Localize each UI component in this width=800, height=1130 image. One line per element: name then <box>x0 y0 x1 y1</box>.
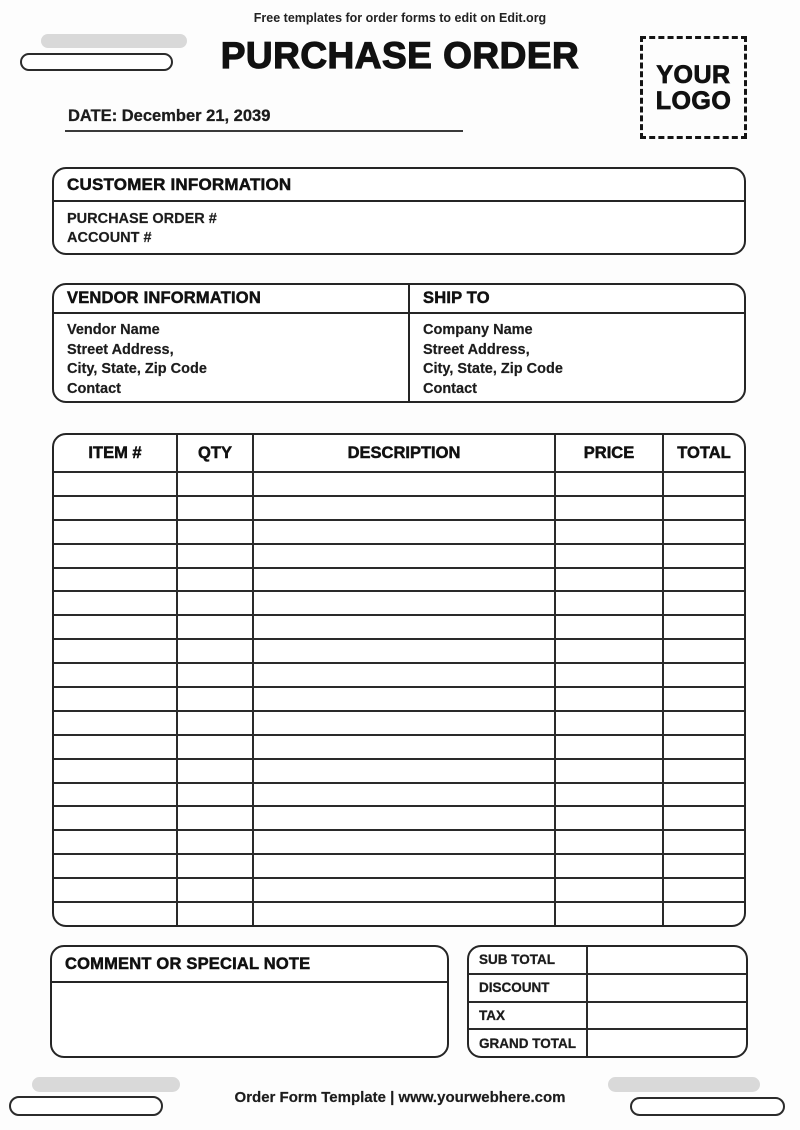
table-cell[interactable] <box>556 640 664 662</box>
table-cell[interactable] <box>54 473 178 495</box>
date-field[interactable]: DATE: December 21, 2039 <box>65 107 463 132</box>
vendor-info-title: VENDOR INFORMATION <box>54 285 408 314</box>
table-cell[interactable] <box>54 855 178 877</box>
table-cell[interactable] <box>54 879 178 901</box>
table-cell[interactable] <box>556 807 664 829</box>
table-cell[interactable] <box>556 784 664 806</box>
ship-street-field[interactable]: Street Address, <box>423 341 530 358</box>
vendor-ship-section <box>52 283 746 403</box>
table-cell[interactable] <box>178 497 254 519</box>
vendor-name-field[interactable]: Vendor Name <box>67 322 160 338</box>
table-cell[interactable] <box>54 640 178 662</box>
table-row <box>54 686 744 710</box>
discount-value-field[interactable] <box>588 975 746 1001</box>
table-cell[interactable] <box>556 760 664 782</box>
watermark-pill-bottom-left-gray <box>32 1077 180 1092</box>
table-cell[interactable] <box>54 664 178 686</box>
table-row <box>54 495 744 519</box>
table-cell[interactable] <box>178 855 254 877</box>
page-title: PURCHASE ORDER <box>220 35 580 76</box>
table-cell[interactable] <box>254 784 556 806</box>
table-cell[interactable] <box>54 592 178 614</box>
comment-input-area[interactable] <box>52 983 447 1058</box>
table-cell[interactable] <box>54 497 178 519</box>
table-row <box>54 543 744 567</box>
table-cell[interactable] <box>254 712 556 734</box>
table-cell[interactable] <box>254 807 556 829</box>
table-row <box>54 853 744 877</box>
table-cell[interactable] <box>254 855 556 877</box>
table-cell[interactable] <box>254 664 556 686</box>
table-row <box>54 734 744 758</box>
table-cell[interactable] <box>556 545 664 567</box>
table-cell[interactable] <box>254 903 556 925</box>
table-cell[interactable] <box>178 592 254 614</box>
logo-text-line2: LOGO <box>655 86 732 115</box>
items-table-header <box>54 435 744 473</box>
table-cell[interactable] <box>664 879 744 901</box>
table-row <box>54 590 744 614</box>
vendor-info-column <box>54 285 410 401</box>
watermark-pill-bottom-right-gray <box>608 1077 760 1092</box>
table-cell[interactable] <box>556 712 664 734</box>
table-row <box>54 473 744 495</box>
items-table-body <box>54 473 744 925</box>
table-cell[interactable] <box>556 569 664 591</box>
grand-total-value-field[interactable] <box>588 1030 746 1056</box>
table-cell[interactable] <box>178 736 254 758</box>
watermark-pill-bottom-right-outline <box>630 1097 785 1116</box>
comment-section <box>50 945 449 1058</box>
table-cell[interactable] <box>178 569 254 591</box>
table-cell[interactable] <box>664 831 744 853</box>
table-cell[interactable] <box>254 545 556 567</box>
table-cell[interactable] <box>664 473 744 495</box>
vendor-street-field[interactable]: Street Address, <box>67 341 174 358</box>
grand-total-label: GRAND TOTAL <box>469 1030 588 1056</box>
table-cell[interactable] <box>54 760 178 782</box>
tax-value-field[interactable] <box>588 1003 746 1029</box>
logo-placeholder[interactable] <box>640 36 747 139</box>
table-cell[interactable] <box>254 688 556 710</box>
table-cell[interactable] <box>556 831 664 853</box>
discount-row <box>469 973 746 1001</box>
column-header-qty: QTY <box>178 435 254 471</box>
table-cell[interactable] <box>54 903 178 925</box>
table-cell[interactable] <box>54 736 178 758</box>
table-row <box>54 805 744 829</box>
discount-label: DISCOUNT <box>469 975 588 1001</box>
customer-info-section <box>52 167 746 255</box>
table-cell[interactable] <box>178 545 254 567</box>
table-cell[interactable] <box>664 592 744 614</box>
table-cell[interactable] <box>178 688 254 710</box>
table-cell[interactable] <box>664 545 744 567</box>
table-row <box>54 877 744 901</box>
subtotal-label: SUB TOTAL <box>469 947 588 973</box>
table-cell[interactable] <box>178 640 254 662</box>
table-cell[interactable] <box>178 831 254 853</box>
table-row <box>54 567 744 591</box>
table-cell[interactable] <box>556 879 664 901</box>
table-cell[interactable] <box>664 855 744 877</box>
table-cell[interactable] <box>556 688 664 710</box>
vendor-city-field[interactable]: City, State, Zip Code <box>67 361 207 377</box>
table-row <box>54 614 744 638</box>
table-row <box>54 829 744 853</box>
table-cell[interactable] <box>664 784 744 806</box>
table-cell[interactable] <box>178 784 254 806</box>
table-row <box>54 782 744 806</box>
table-cell[interactable] <box>178 807 254 829</box>
subtotal-value-field[interactable] <box>588 947 746 973</box>
table-cell[interactable] <box>254 879 556 901</box>
table-cell[interactable] <box>556 903 664 925</box>
table-cell[interactable] <box>664 760 744 782</box>
table-cell[interactable] <box>556 855 664 877</box>
table-cell[interactable] <box>54 521 178 543</box>
customer-info-title: CUSTOMER INFORMATION <box>54 169 744 202</box>
table-cell[interactable] <box>254 497 556 519</box>
table-cell[interactable] <box>178 521 254 543</box>
table-row <box>54 662 744 686</box>
purchase-order-number-field[interactable]: PURCHASE ORDER # <box>67 211 217 227</box>
watermark-pill-bottom-left-outline <box>9 1096 163 1116</box>
ship-city-field[interactable]: City, State, Zip Code <box>423 361 563 377</box>
table-row <box>54 901 744 925</box>
table-cell[interactable] <box>556 592 664 614</box>
site-tagline: Free templates for order forms to edit on Edit.org <box>253 11 547 25</box>
table-cell[interactable] <box>54 712 178 734</box>
items-table <box>52 433 746 927</box>
table-cell[interactable] <box>54 616 178 638</box>
table-cell[interactable] <box>556 521 664 543</box>
table-cell[interactable] <box>178 760 254 782</box>
table-cell[interactable] <box>178 473 254 495</box>
table-cell[interactable] <box>664 712 744 734</box>
table-cell[interactable] <box>178 664 254 686</box>
table-cell[interactable] <box>664 688 744 710</box>
table-cell[interactable] <box>664 640 744 662</box>
totals-section <box>467 945 748 1058</box>
table-cell[interactable] <box>664 664 744 686</box>
grand-total-row <box>469 1028 746 1056</box>
table-cell[interactable] <box>54 569 178 591</box>
table-row <box>54 758 744 782</box>
table-cell[interactable] <box>254 521 556 543</box>
table-cell[interactable] <box>254 616 556 638</box>
table-cell[interactable] <box>178 879 254 901</box>
table-cell[interactable] <box>664 736 744 758</box>
table-cell[interactable] <box>254 736 556 758</box>
table-cell[interactable] <box>664 569 744 591</box>
column-header-item-number: ITEM # <box>54 435 178 471</box>
table-cell[interactable] <box>254 473 556 495</box>
table-cell[interactable] <box>254 760 556 782</box>
table-row <box>54 710 744 734</box>
vendor-contact-field[interactable]: Contact <box>67 380 121 397</box>
subtotal-row <box>469 947 746 973</box>
table-cell[interactable] <box>54 831 178 853</box>
table-cell[interactable] <box>54 807 178 829</box>
ship-to-column <box>410 285 744 401</box>
table-cell[interactable] <box>664 497 744 519</box>
table-cell[interactable] <box>178 903 254 925</box>
ship-contact-field[interactable]: Contact <box>423 380 477 397</box>
table-cell[interactable] <box>178 712 254 734</box>
table-cell[interactable] <box>54 545 178 567</box>
table-row <box>54 638 744 662</box>
table-cell[interactable] <box>556 473 664 495</box>
account-number-field[interactable]: ACCOUNT # <box>67 230 152 246</box>
table-cell[interactable] <box>254 592 556 614</box>
column-header-description: DESCRIPTION <box>254 435 556 471</box>
table-cell[interactable] <box>178 616 254 638</box>
column-header-total: TOTAL <box>677 443 731 462</box>
table-cell[interactable] <box>54 688 178 710</box>
table-cell[interactable] <box>664 807 744 829</box>
footer-credit: Order Form Template | www.yourwebhere.com <box>234 1089 566 1106</box>
table-cell[interactable] <box>556 736 664 758</box>
table-row <box>54 519 744 543</box>
table-cell[interactable] <box>54 784 178 806</box>
table-cell[interactable] <box>254 640 556 662</box>
table-cell[interactable] <box>254 831 556 853</box>
table-cell[interactable] <box>664 903 744 925</box>
logo-text-line1: YOUR <box>656 60 731 89</box>
comment-title: COMMENT OR SPECIAL NOTE <box>52 947 447 983</box>
column-header-price: PRICE <box>556 435 664 471</box>
table-cell[interactable] <box>556 616 664 638</box>
tax-row <box>469 1001 746 1029</box>
ship-to-title: SHIP TO <box>410 285 744 314</box>
table-cell[interactable] <box>254 569 556 591</box>
table-cell[interactable] <box>664 521 744 543</box>
table-cell[interactable] <box>664 616 744 638</box>
table-cell[interactable] <box>556 664 664 686</box>
tax-label: TAX <box>469 1003 588 1029</box>
ship-company-field[interactable]: Company Name <box>423 322 533 338</box>
table-cell[interactable] <box>556 497 664 519</box>
